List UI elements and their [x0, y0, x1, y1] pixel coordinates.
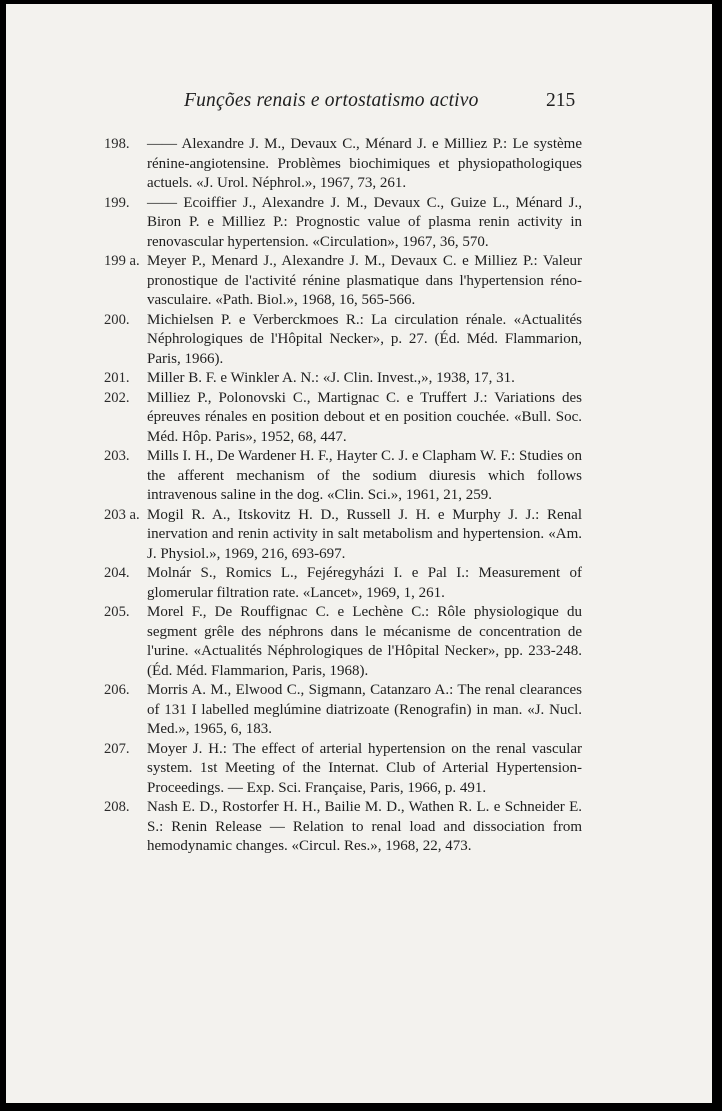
page-header: [6, 90, 712, 116]
reference-number: 204.: [104, 565, 130, 581]
reference-list: [104, 135, 582, 857]
reference-item: [104, 447, 582, 506]
reference-item: [104, 252, 582, 311]
reference-number: 207.: [104, 740, 130, 757]
reference-item: [104, 603, 582, 681]
reference-number: 201.: [104, 370, 130, 386]
reference-text: Michielsen P. e Verberckmoes R.: La circulation rénale. «Actualités Néphrologiques de l'Hôpital Necker», p. 27. (Éd. Méd. Flammarion, Paris, 1966).: [147, 311, 582, 367]
reference-item: [104, 135, 582, 194]
running-title: Funções renais e ortostatismo activo: [184, 90, 479, 111]
reference-item: [104, 369, 582, 389]
reference-text: Molnár S., Romics L., Fejéregyházi I. e Pal I.: Measurement of glomerular filtration rate. «Lancet», 1969, 1, 261.: [147, 565, 582, 601]
reference-number: 198.: [104, 136, 130, 152]
reference-item: [104, 564, 582, 603]
reference-number: 200.: [104, 311, 130, 328]
reference-text: Moyer J. H.: The effect of arterial hypertension on the renal vascular system. 1st Meeting of the Internat. Club of Arterial Hypertension-Proceedings. — Exp. Sci. Française, Paris, 1966, p. 491.: [147, 740, 582, 796]
reference-text: —— Ecoiffier J., Alexandre J. M., Devaux C., Guize L., Ménard J., Biron P. e Milliez P.: Prognostic value of plasma renin activity in renovascular hypertension. «Circulation», 1967, 36, 570.: [147, 194, 582, 250]
reference-text: —— Alexandre J. M., Devaux C., Ménard J. e Milliez P.: Le système rénine-angiotensine. Problèmes biochimiques et physiopathologiques actuels. «J. Urol. Néphrol.», 1967, 73, 261.: [147, 136, 582, 191]
reference-text: Miller B. F. e Winkler A. N.: «J. Clin. Invest.,», 1938, 17, 31.: [147, 370, 515, 386]
reference-number: 199.: [104, 194, 130, 211]
reference-text: Morel F., De Rouffignac C. e Lechène C.: Rôle physiologique du segment grêle des néphrons dans le mécanisme de concentration de l'urine. «Actualités Néphrologiques de l'Hôpital Necker», pp. 233-248. (Éd. Méd. Flammarion, Paris, 1968).: [147, 604, 582, 679]
reference-text: Mills I. H., De Wardener H. F., Hayter C. J. e Clapham W. F.: Studies on the afferent mechanism of the sodium diuresis which follows intravenous saline in the dog. «Clin. Sci.», 1961, 21, 259.: [147, 448, 582, 503]
reference-item: [104, 389, 582, 448]
reference-item: [104, 311, 582, 370]
reference-number: 205.: [104, 604, 130, 620]
reference-text: Morris A. M., Elwood C., Sigmann, Catanzaro A.: The renal clearances of 131 I labelled meglúmine diatrizoate (Renografin) in man. «J. Nucl. Med.», 1965, 6, 183.: [147, 682, 582, 737]
reference-number: 208.: [104, 799, 130, 815]
reference-item: [104, 798, 582, 857]
reference-number: 203.: [104, 448, 130, 464]
reference-text: Nash E. D., Rostorfer H. H., Bailie M. D., Wathen R. L. e Schneider E. S.: Renin Release — Relation to renal load and dissociation from hemodynamic changes. «Circul. Res.», 1968, 22, 473.: [147, 799, 582, 854]
reference-number: 206.: [104, 682, 130, 698]
reference-text: Meyer P., Menard J., Alexandre J. M., Devaux C. e Milliez P.: Valeur pronostique de l'activité rénine plasmatique dans l'hypertension réno-vasculaire. «Path. Biol.», 1968, 16, 565-566.: [147, 253, 582, 308]
reference-item: [104, 194, 582, 253]
reference-number: 199 a.: [104, 253, 140, 269]
reference-item: [104, 681, 582, 740]
reference-text: Mogil R. A., Itskovitz H. D., Russell J. H. e Murphy J. J.: Renal inervation and renin activity in salt metabolism and hypertension. «Am. J. Physiol.», 1969, 216, 693-697.: [147, 506, 582, 562]
reference-text: Milliez P., Polonovski C., Martignac C. e Truffert J.: Variations des épreuves rénales en position debout et en position couchée. «Bull. Soc. Méd. Hôp. Paris», 1952, 68, 447.: [147, 389, 582, 445]
page: [6, 4, 712, 1103]
reference-number: 202.: [104, 389, 130, 406]
reference-item: [104, 506, 582, 565]
page-number: 215: [546, 90, 576, 111]
reference-number: 203 a.: [104, 506, 140, 523]
reference-item: [104, 740, 582, 799]
